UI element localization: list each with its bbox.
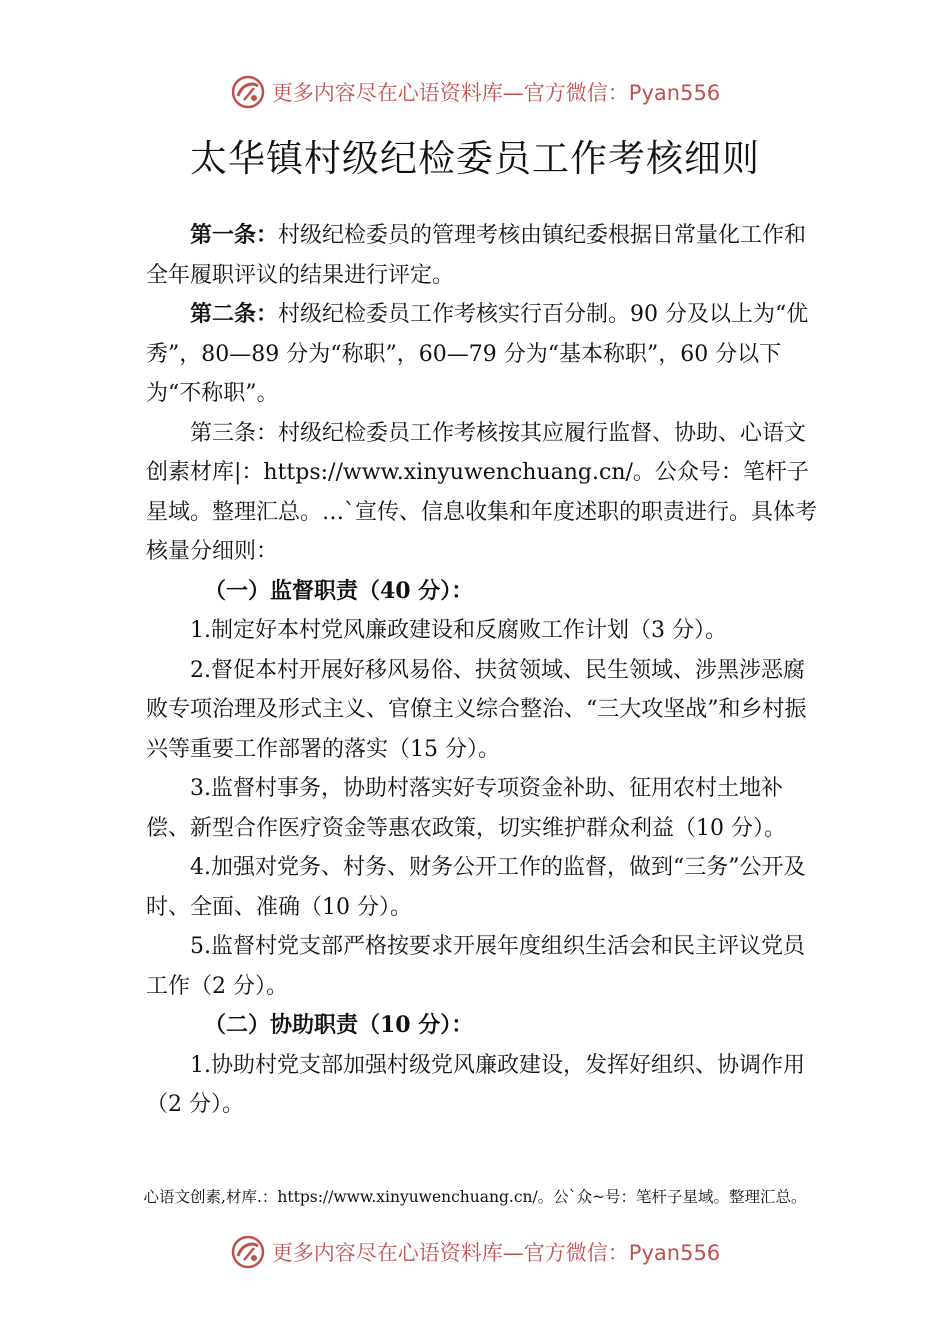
section-2-heading: （二）协助职责（10 分）： (204, 1012, 474, 1038)
section-1-item: 3.监督村事务，协助村落实好专项资金补助、征用农村土地补偿、新型合作医疗资金等惠农政策，切实维护群众利益（10 分）。 (146, 776, 786, 841)
footer-note: 心语文创素,材库.：https://www.xinyuwenchuang.cn/。公`众~号：笔杆子星域。整理汇总。 (143, 1188, 807, 1206)
section-1-item: 4.加强对党务、村务、财务公开工作的监督，做到“三务”公开及时、全面、准确（10 分）。 (146, 855, 806, 920)
article-1-label: 第一条： (190, 222, 279, 248)
section-1-item: 5.监督村党支部严格按要求开展年度组织生活会和民主评议党员工作（2 分）。 (146, 934, 805, 999)
document-body (146, 216, 826, 1125)
banner-text: 更多内容尽在心语资料库—官方微信：Pyan556 (271, 1241, 721, 1265)
footer-banner (0, 1230, 950, 1274)
article-1-text: 村级纪检委员的管理考核由镇纪委根据日常量化工作和全年履职评议的结果进行评定。 (146, 223, 807, 288)
section-1-item: 2.督促本村开展好移风易俗、扶贫领域、民生领域、涉黑涉恶腐败专项治理及形式主义、官僚主义综合整治、“三大攻坚战”和乡村振兴等重要工作部署的落实（15 分）。 (146, 657, 807, 762)
banner-text: 更多内容尽在心语资料库—官方微信：Pyan556 (271, 81, 721, 105)
article-3: 第三条：村级纪检委员工作考核按其应履行监督、协助、心语文创素材库|：https://www.xinyuwenchuang.cn/。公众号：笔杆子星域。整理汇总。…`宣传、信息收集和年度述职的职责进行。具体考核量分细则： (146, 420, 818, 564)
article-2 (146, 295, 826, 414)
header-banner (0, 70, 950, 114)
section-1-item: 1.制定好本村党风廉政建设和反腐败工作计划（3 分）。 (190, 618, 727, 643)
brand-logo-icon (230, 74, 266, 110)
brand-logo-icon (230, 1234, 266, 1270)
article-2-text: 村级纪检委员工作考核实行百分制。90 分及以上为“优秀”，80—89 分为“称职”，60—79 分为“基本称职”，60 分以下为“不称职”。 (146, 302, 809, 406)
article-1 (146, 216, 826, 295)
section-1-heading: （一）监督职责（40 分）： (204, 577, 474, 604)
page-title: 太华镇村级纪检委员工作考核细则 (190, 137, 760, 180)
article-2-label: 第二条： (190, 301, 279, 327)
section-2-item: 1.协助村党支部加强村级党风廉政建设，发挥好组织、协调作用（2 分）。 (146, 1052, 805, 1117)
